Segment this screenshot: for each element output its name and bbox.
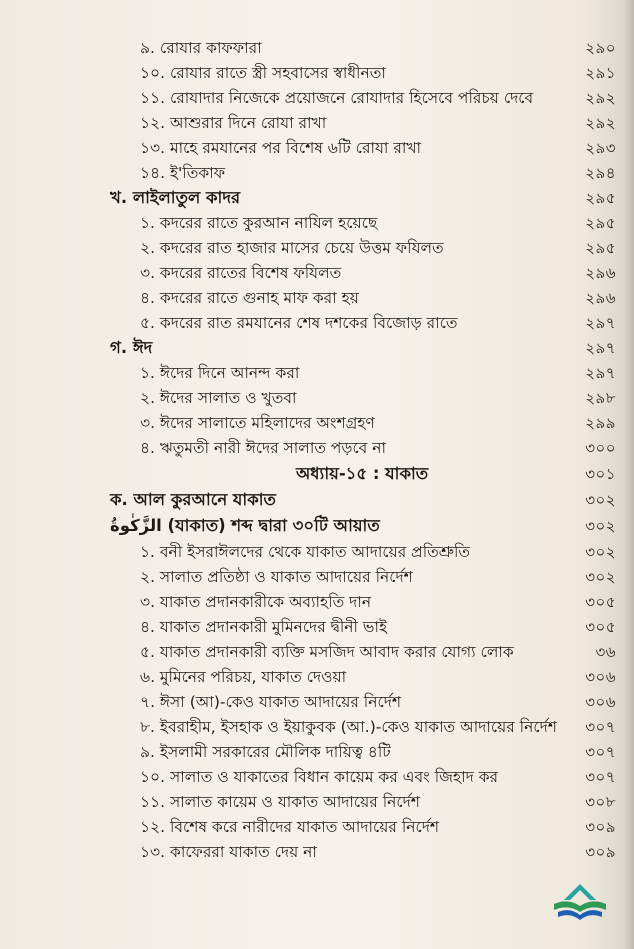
toc-entry — [0, 715, 634, 739]
toc-page-number: ২৯৬ — [585, 264, 616, 282]
toc-page-number: ২৯৫ — [585, 189, 616, 207]
toc-entry-label: ২. ঈদের সালাত ও খুতবা — [140, 389, 297, 407]
toc-page-number: ২৯৫ — [585, 239, 616, 257]
toc-entry — [0, 211, 634, 235]
toc-page-number: ৩০২ — [585, 517, 616, 535]
toc-page-number: ৩০০ — [585, 439, 616, 457]
toc-entry — [0, 136, 634, 160]
toc-entry-label: ১৩. মাহে রমযানের পর বিশেষ ৬টি রোযা রাখা — [140, 139, 422, 157]
toc-page-number: ২৯৭ — [585, 339, 616, 357]
toc-entry — [0, 236, 634, 260]
toc-entry-label: ৮. ইবরাহীম, ইসহাক ও ইয়াকুবক (আ.)-কেও যাকাত আদায়ের নির্দেশ — [140, 718, 557, 736]
toc-entry — [0, 311, 634, 335]
toc-entry — [0, 286, 634, 310]
toc-entry-label: ক. আল কুরআনে যাকাত — [110, 490, 276, 509]
toc-entry — [0, 665, 634, 689]
toc-entry — [0, 815, 634, 839]
toc-page-number: ৩০৫ — [585, 593, 616, 611]
toc-entry — [0, 36, 634, 60]
toc-entry-label: খ. লাইলাতুল কাদর — [110, 188, 241, 207]
toc-entry-label: ১. কদরের রাতে কুরআন নাযিল হয়েছে — [140, 214, 378, 232]
toc-page-number: ৩০৯ — [585, 818, 616, 836]
toc-entry-label: ১. বনী ইসরাঈলদের থেকে যাকাত আদায়ের প্রতিশ্রুতি — [140, 543, 471, 561]
toc-entry-label: الزَّكٰوةُ (যাকাত) শব্দ দ্বারা ৩০টি আয়াত — [110, 516, 380, 535]
toc-page-number: ৩০৭ — [585, 768, 616, 786]
toc-entry-label: ৩. কদরের রাতের বিশেষ ফযিলত — [140, 264, 342, 282]
toc-entry-label: ১০. রোযার রাতে স্ত্রী সহবাসের স্বাধীনতা — [140, 64, 386, 82]
toc-page-number: ২৯৯ — [585, 414, 616, 432]
toc-entry — [0, 386, 634, 410]
toc-section-heading — [0, 488, 634, 512]
toc-page-number: ৩০৯ — [585, 843, 616, 861]
toc-page-number: ৩০৫ — [585, 618, 616, 636]
toc-entry-label: ১১. রোযাদার নিজেকে প্রয়োজনে রোযাদার হিসেবে পরিচয় দেবে — [140, 89, 534, 107]
toc-entry-label: ৪. যাকাত প্রদানকারী মুমিনদের দ্বীনী ভাই — [140, 618, 388, 636]
toc-page-number: ২৯০ — [585, 39, 616, 57]
toc-entry-label: ১১. সালাত কায়েম ও যাকাত আদায়ের নির্দেশ — [140, 793, 420, 811]
toc-entry-label: গ. ঈদ — [110, 338, 153, 357]
toc-entry-label: ১২. আশুরার দিনে রোযা রাখা — [140, 114, 327, 132]
toc-entry — [0, 540, 634, 564]
toc-page-number: ২৯১ — [585, 64, 616, 82]
toc-entry-label: ১৪. ই'তিকাফ — [140, 164, 226, 182]
toc-entry-label: ১৩. কাফেররা যাকাত দেয় না — [140, 843, 317, 861]
toc-entry — [0, 261, 634, 285]
toc-entry — [0, 361, 634, 385]
toc-page-number: ৩৬ — [595, 643, 616, 661]
toc-entry-label: ২. কদরের রাত হাজার মাসের চেয়ে উত্তম ফযিলত — [140, 239, 444, 257]
toc-entry — [0, 640, 634, 664]
toc-page-number: ৩০২ — [585, 491, 616, 509]
toc-entry-label: ৪. ঋতুমতী নারী ঈদের সালাত পড়বে না — [140, 439, 386, 457]
toc-entry — [0, 790, 634, 814]
toc-entry — [0, 61, 634, 85]
toc-entry-label: ৭. ঈসা (আ)-কেও যাকাত আদায়ের নির্দেশ — [140, 693, 402, 711]
toc-entry — [0, 765, 634, 789]
toc-chapter-heading — [0, 462, 634, 486]
toc-entry — [0, 690, 634, 714]
toc-entry-label: ৬. মুমিনের পরিচয়, যাকাত দেওয়া — [140, 668, 347, 686]
toc-page-number: ২৯৭ — [585, 314, 616, 332]
toc-entry-label: অধ্যায়-১৫ : যাকাত — [296, 464, 429, 483]
toc-page-number: ৩০১ — [585, 465, 616, 483]
toc-page-number: ২৯২ — [585, 89, 616, 107]
toc-entry-label: ৩. ঈদের সালাতে মহিলাদের অংশগ্রহণ — [140, 414, 375, 432]
toc-page-number: ৩০২ — [585, 543, 616, 561]
toc-page-number: ২৯৮ — [585, 389, 616, 407]
toc-entry — [0, 840, 634, 864]
toc-entry — [0, 565, 634, 589]
toc-page-number: ২৯৫ — [585, 214, 616, 232]
toc-section-heading — [0, 514, 634, 538]
toc-page-number: ৩০২ — [585, 568, 616, 586]
toc-entry — [0, 411, 634, 435]
toc-entry-label: ৫. যাকাত প্রদানকারী ব্যক্তি মসজিদ আবাদ করার যোগ্য লোক — [140, 643, 514, 661]
toc-entry-label: ২. সালাত প্রতিষ্ঠা ও যাকাত আদায়ের নির্দেশ — [140, 568, 413, 586]
toc-entry-label: ৪. কদরের রাতে গুনাহ মাফ করা হয় — [140, 289, 359, 307]
toc-entry — [0, 615, 634, 639]
toc-section-heading — [0, 186, 634, 210]
toc-entry — [0, 590, 634, 614]
toc-page-number: ৩০৮ — [585, 793, 616, 811]
toc-page-number: ২৯৭ — [585, 364, 616, 382]
toc-entry-label: ১২. বিশেষ করে নারীদের যাকাত আদায়ের নির্দেশ — [140, 818, 440, 836]
toc-page-number: ৩০৭ — [585, 743, 616, 761]
toc-entry — [0, 740, 634, 764]
toc-page-number: ২৯৩ — [585, 139, 616, 157]
toc-page-number: ২৯৪ — [585, 164, 616, 182]
toc-page-number: ৩০৭ — [585, 718, 616, 736]
toc-page-number: ৩০৬ — [585, 693, 616, 711]
toc-section-heading — [0, 336, 634, 360]
toc-page-number: ২৯৬ — [585, 289, 616, 307]
publisher-logo-icon — [548, 880, 612, 924]
toc-page-number: ২৯২ — [585, 114, 616, 132]
toc-entry-label: ১. ঈদের দিনে আনন্দ করা — [140, 364, 300, 382]
toc-entry — [0, 161, 634, 185]
toc-entry-label: ৯. ইসলামী সরকারের মৌলিক দায়িত্ব ৪টি — [140, 743, 391, 761]
toc-entry-label: ৯. রোযার কাফফারা — [140, 39, 262, 57]
toc-entry — [0, 86, 634, 110]
toc-entry-label: ৫. কদরের রাত রমযানের শেষ দশকের বিজোড় রাতে — [140, 314, 458, 332]
toc-page-number: ৩০৬ — [585, 668, 616, 686]
toc-entry — [0, 111, 634, 135]
toc-entry-label: ১০. সালাত ও যাকাতের বিধান কায়েম কর এবং জিহাদ কর — [140, 768, 499, 786]
toc-entry-label: ৩. যাকাত প্রদানকারীকে অব্যাহতি দান — [140, 593, 372, 611]
toc-entry — [0, 436, 634, 460]
